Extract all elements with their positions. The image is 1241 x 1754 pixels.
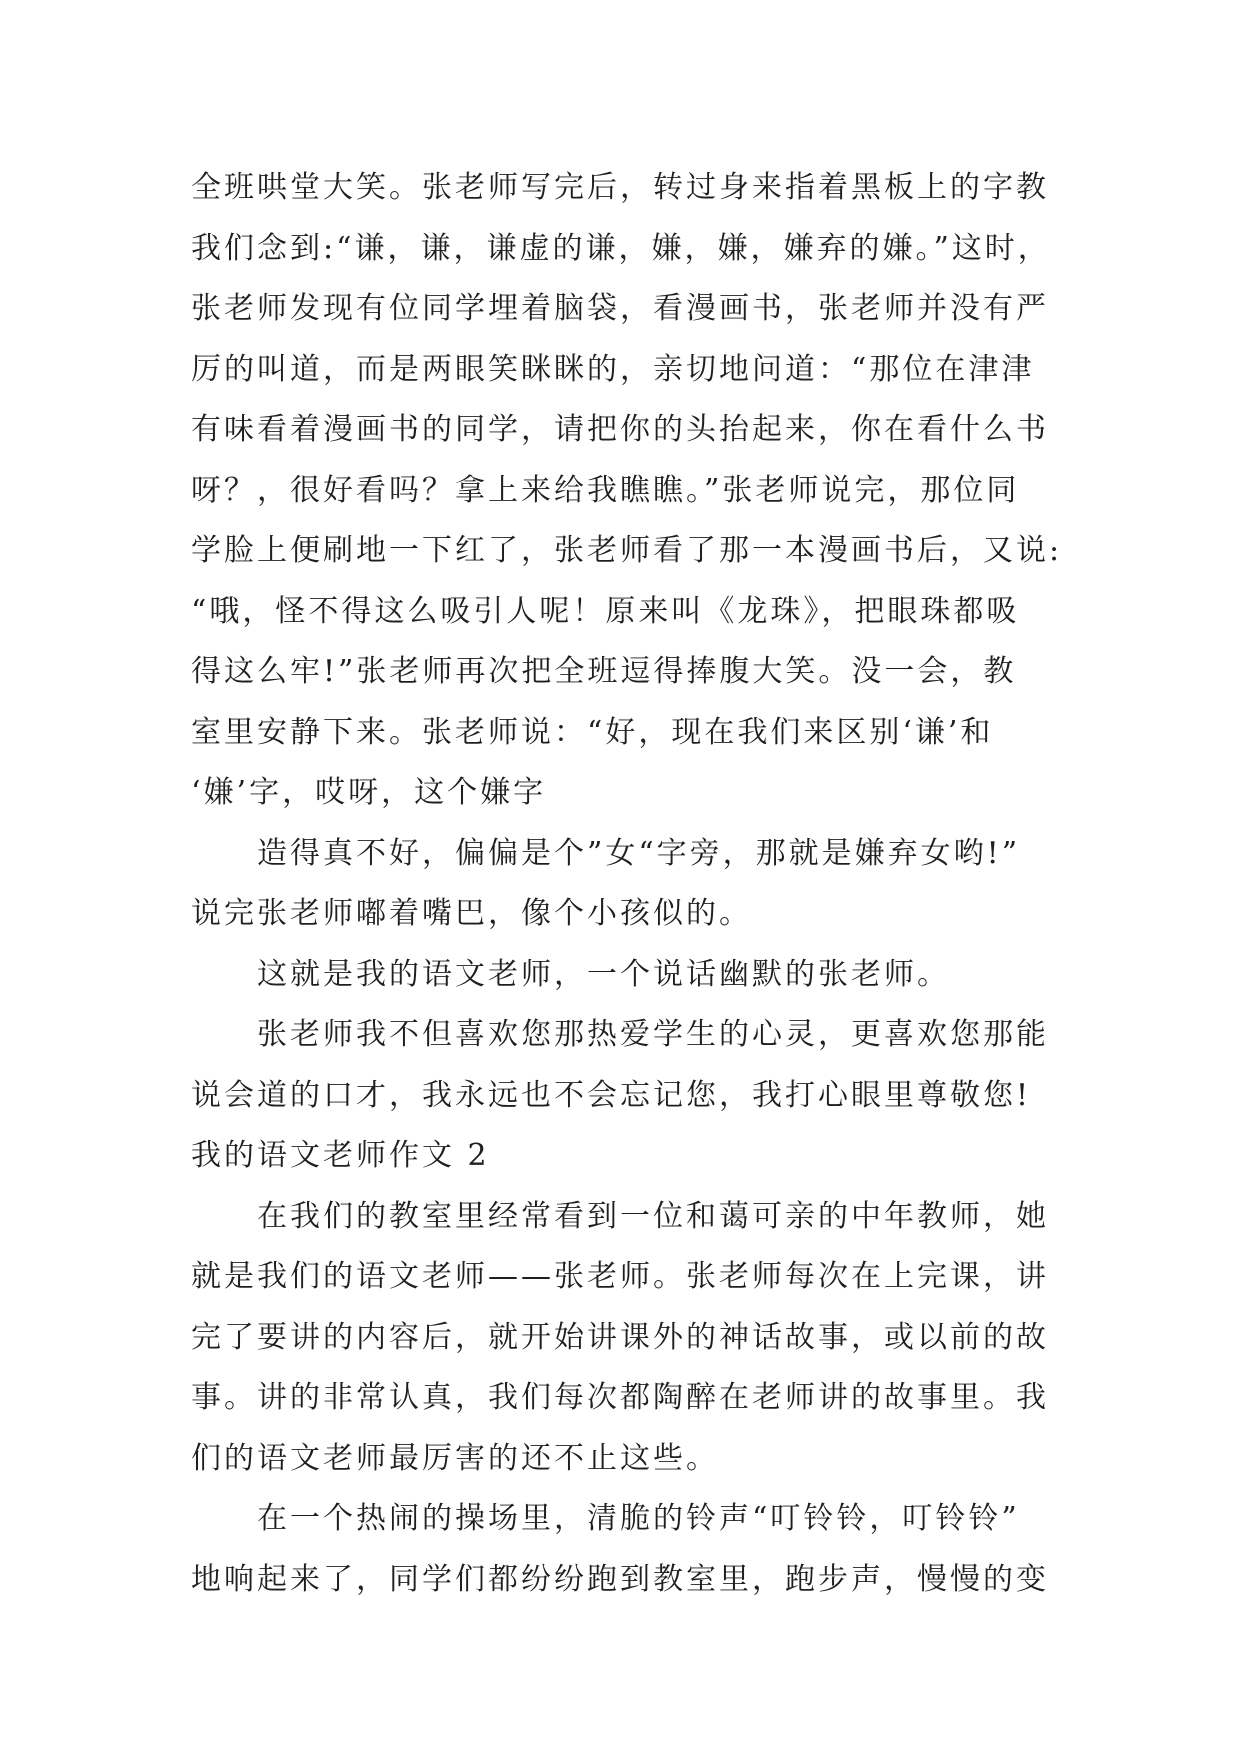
text-line: 我们念到:“谦，谦，谦虚的谦，嫌，嫌，嫌弃的嫌。”这时， — [191, 230, 1051, 266]
essay-body — [191, 158, 1063, 1610]
text-line: 说完张老师嘟着嘴巴，像个小孩似的。 — [191, 896, 752, 931]
paragraph-start-line: 在一个热闹的操场里，清脆的铃声“叮铃铃，叮铃铃” — [257, 1501, 1020, 1536]
essay-heading: 我的语文老师作文 2 — [191, 1138, 490, 1173]
paragraph-start-line: 在我们的教室里经常看到一位和蔼可亲的中年教师，她 — [257, 1198, 1049, 1234]
paragraph-start-line: 造得真不好，偏偏是个”女“字旁，那就是嫌弃女哟!” — [257, 835, 1021, 871]
text-line: “哦，怪不得这么吸引人呢！原来叫《龙珠》，把眼珠都吸 — [191, 593, 1020, 629]
text-line: 室里安静下来。张老师说：“好，现在我们来区别‘谦’和 — [191, 714, 994, 750]
text-line: 全班哄堂大笑。张老师写完后，转过身来指着黑板上的字教 — [191, 170, 1049, 205]
paragraph-start-line: 张老师我不但喜欢您那热爱学生的心灵，更喜欢您那能 — [257, 1017, 1049, 1052]
text-line: 完了要讲的内容后，就开始讲课外的神话故事，或以前的故 — [191, 1319, 1049, 1355]
text-line: 呀？，很好看吗？拿上来给我瞧瞧。”张老师说完，那位同 — [191, 472, 1020, 508]
text-line: 们的语文老师最厉害的还不止这些。 — [191, 1440, 719, 1476]
text-line: 张老师发现有位同学埋着脑袋，看漫画书，张老师并没有严 — [191, 291, 1049, 326]
text-line: ‘嫌’字，哎呀，这个嫌字 — [191, 775, 547, 810]
text-line: 说会道的口才，我永远也不会忘记您，我打心眼里尊敬您! — [191, 1077, 1032, 1113]
text-line: 学脸上便刷地一下红了，张老师看了那一本漫画书后，又说: — [191, 533, 1063, 568]
text-line: 得这么牢!”张老师再次把全班逗得捧腹大笑。没一会，教 — [191, 654, 1017, 689]
text-line: 地响起来了，同学们都纷纷跑到教室里，跑步声，慢慢的变 — [191, 1561, 1049, 1597]
paragraph-start-line: 这就是我的语文老师，一个说话幽默的张老师。 — [257, 956, 950, 992]
text-line: 事。讲的非常认真，我们每次都陶醉在老师讲的故事里。我 — [191, 1380, 1049, 1415]
text-line: 有味看着漫画书的同学，请把你的头抬起来，你在看什么书 — [191, 412, 1049, 447]
text-line: 就是我们的语文老师——张老师。张老师每次在上完课，讲 — [191, 1259, 1049, 1294]
text-line: 厉的叫道，而是两眼笑眯眯的，亲切地问道：“那位在津津 — [191, 351, 1035, 387]
